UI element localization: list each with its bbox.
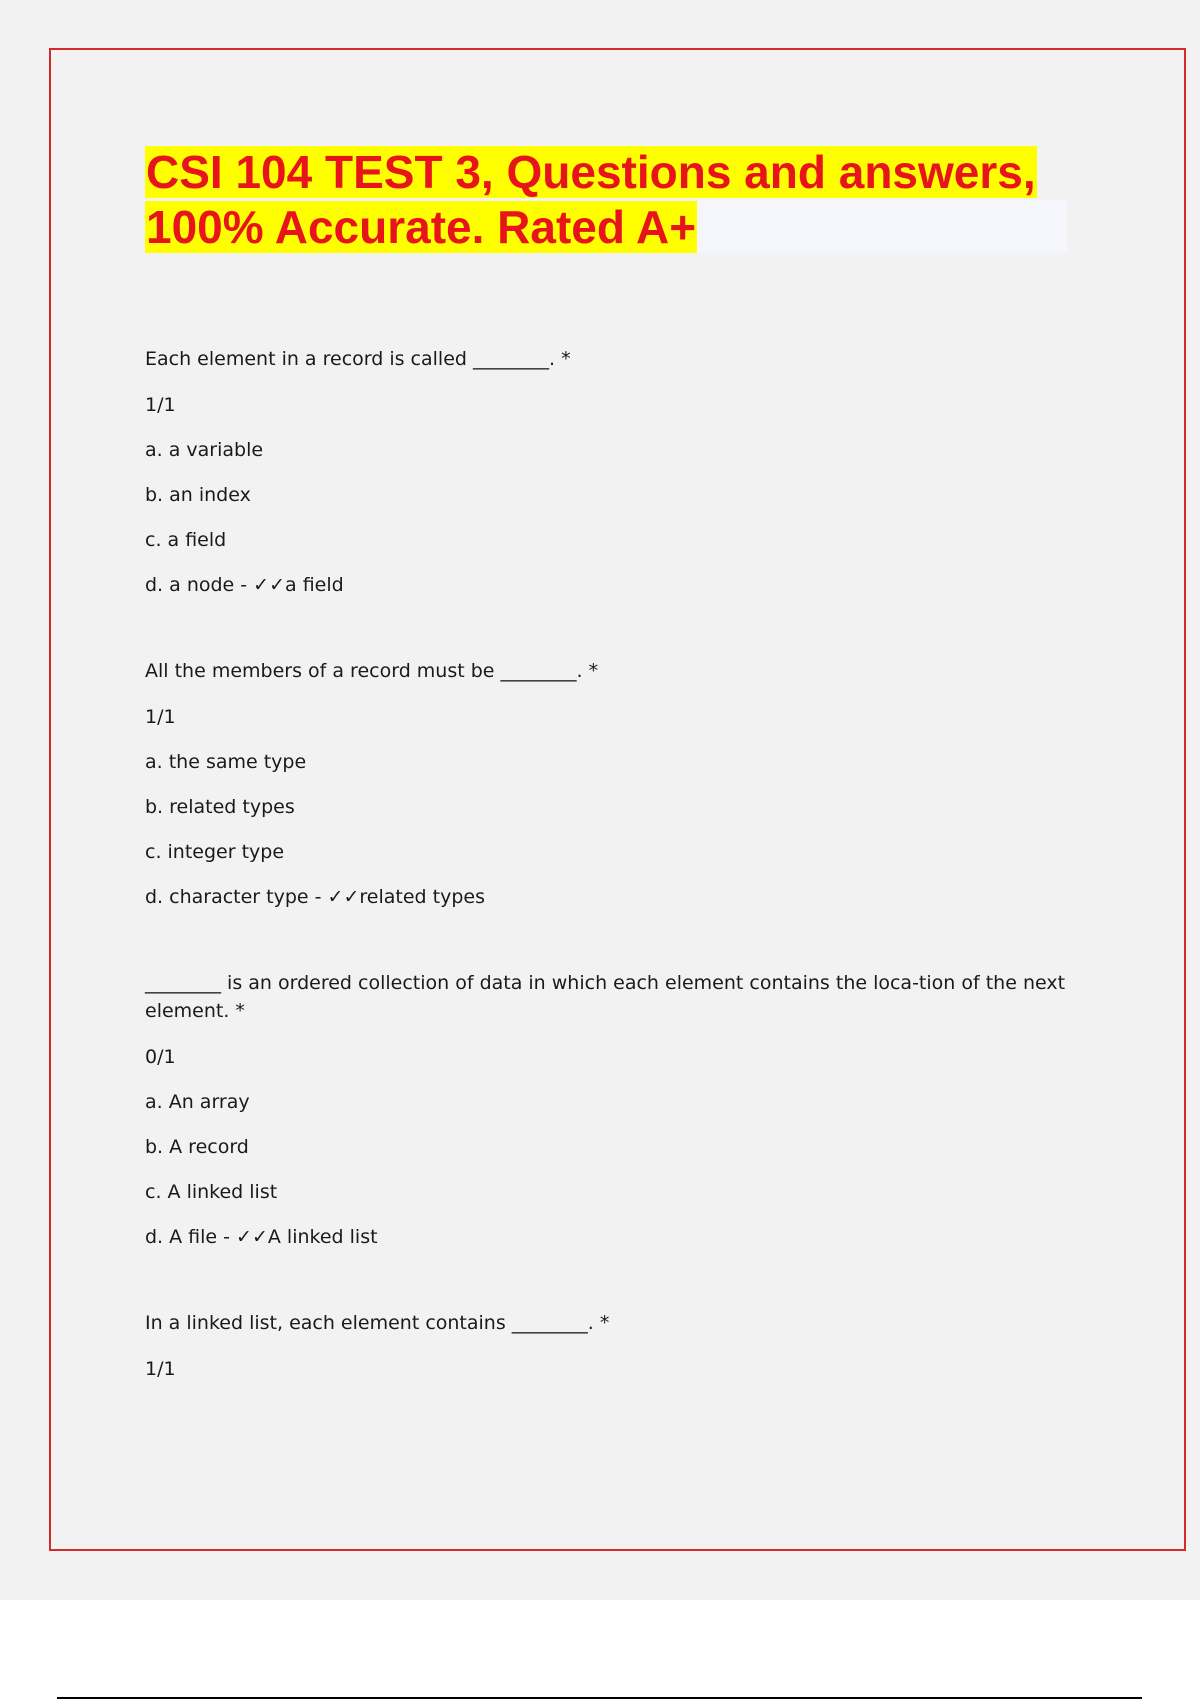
answer-option: a. An array xyxy=(145,1091,250,1113)
question-score: 1/1 xyxy=(145,706,176,728)
title-line-1 xyxy=(145,145,1090,200)
answer-option-with-key: d. a node - ✓✓a field xyxy=(145,574,344,596)
answer-option: c. integer type xyxy=(145,841,285,863)
question-text: ________ is an ordered collection of data in which each element contains the loca-tion of the next element. * xyxy=(145,972,1066,1022)
answer-option: a. a variable xyxy=(145,439,264,461)
question-4 xyxy=(145,1309,1075,1383)
answer-option-with-key: d. A file - ✓✓A linked list xyxy=(145,1226,378,1248)
question-score: 0/1 xyxy=(145,1046,176,1068)
question-text: In a linked list, each element contains ________. * xyxy=(145,1312,610,1334)
question-score: 1/1 xyxy=(145,1358,176,1380)
answer-option: c. a field xyxy=(145,529,227,551)
title-line-2 xyxy=(145,200,1090,255)
question-text: All the members of a record must be ________. * xyxy=(145,660,599,682)
answer-option: a. the same type xyxy=(145,751,307,773)
title-line-2-text: 100% Accurate. Rated A+ xyxy=(146,201,697,253)
answer-option: b. related types xyxy=(145,796,295,818)
answer-option: b. an index xyxy=(145,484,251,506)
question-text: Each element in a record is called ________. * xyxy=(145,348,571,370)
question-3 xyxy=(145,969,1075,1251)
title-highlight-extension xyxy=(697,200,1067,253)
document-title xyxy=(145,145,1090,255)
question-score: 1/1 xyxy=(145,394,176,416)
answer-option: b. A record xyxy=(145,1136,249,1158)
question-2 xyxy=(145,657,1075,911)
answer-option-with-key: d. character type - ✓✓related types xyxy=(145,886,485,908)
answer-option: c. A linked list xyxy=(145,1181,278,1203)
question-list xyxy=(145,345,1075,1441)
footer-divider xyxy=(57,1697,1142,1699)
title-line-1-text: CSI 104 TEST 3, Questions and answers, xyxy=(146,146,1036,198)
question-1 xyxy=(145,345,1075,599)
